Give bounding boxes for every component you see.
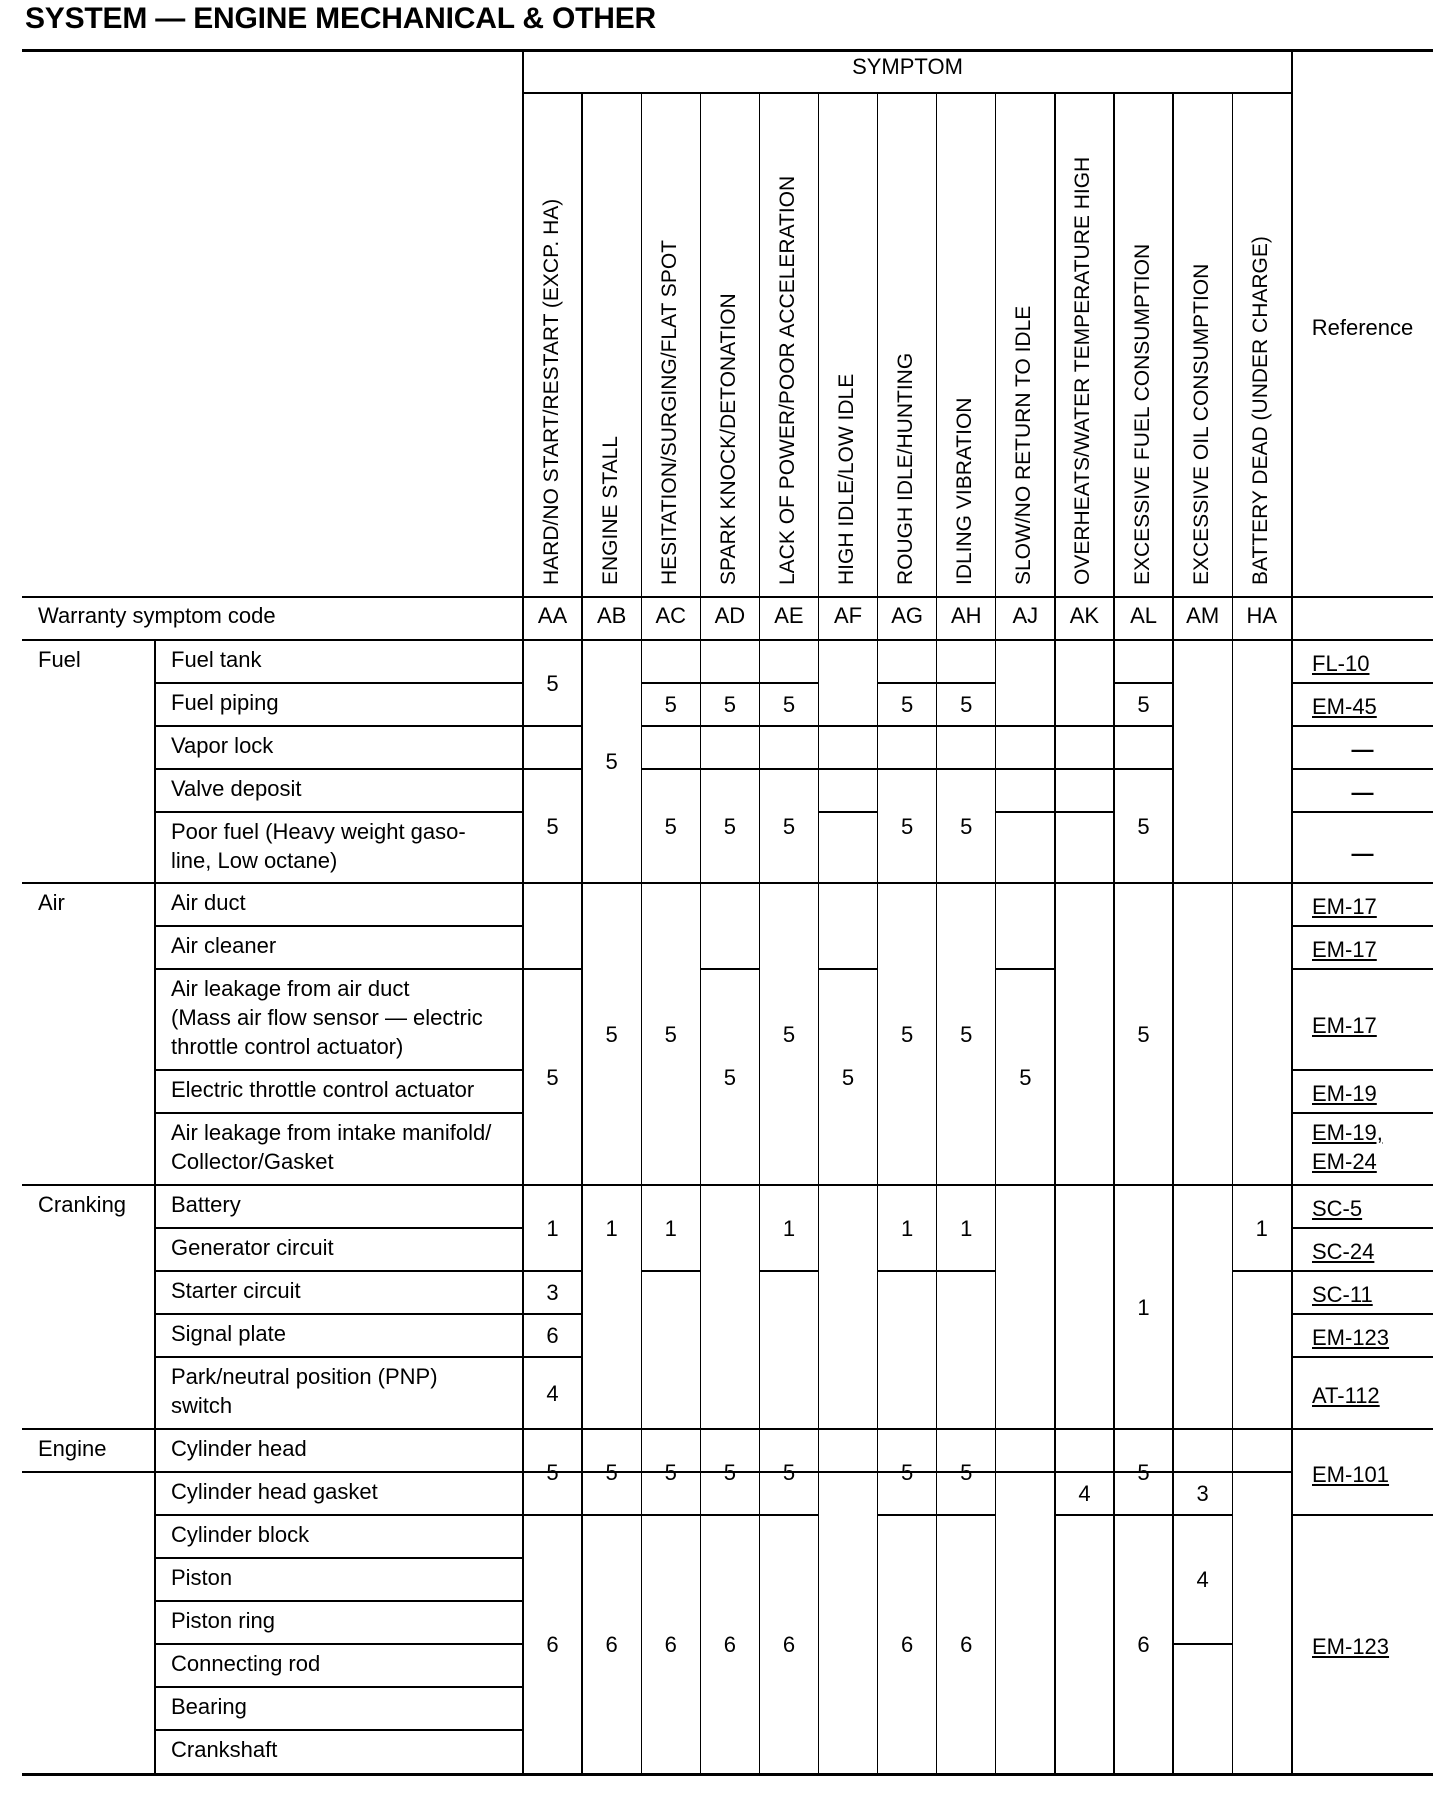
grid-line [1292,1112,1433,1113]
symptom-cell-value: 6 [782,1631,796,1657]
grid-line [582,1514,641,1515]
item-label: Bearing [171,1694,247,1719]
grid-line [700,725,759,726]
grid-line [1114,1514,1173,1515]
symptom-cell-value: 3 [1196,1481,1209,1506]
group-label-engine: Engine [38,1436,107,1461]
symptom-cell-value: 5 [960,1021,973,1047]
grid-line [818,640,819,1773]
symptom-cell-value: 5 [546,670,559,696]
symptom-header-ak: OVERHEATS/WATER TEMPERATURE HIGH [1071,156,1095,585]
symptom-header-ab: ENGINE STALL [598,436,622,585]
symptom-cell-value: 5 [1137,813,1150,839]
reference-header: Reference [1311,315,1414,340]
grid-line [523,92,1292,93]
symptom-cell-value: 1 [901,1215,914,1241]
grid-line [1292,768,1433,769]
symptom-cell-value: 5 [1137,1459,1150,1485]
grid-line [155,1600,523,1601]
grid-line [523,1514,582,1515]
grid-line [22,1773,1433,1776]
item-label: Cylinder head [171,1436,307,1461]
reference-link[interactable]: EM-17 [1312,937,1377,962]
grid-line [819,768,878,769]
symptom-header-ah: IDLING VIBRATION [953,397,977,585]
grid-line [22,1428,1433,1429]
grid-line [878,682,937,683]
reference-link[interactable]: SC-24 [1312,1239,1375,1264]
grid-line [1172,93,1173,640]
symptom-code-af: AF [833,603,863,628]
symptom-header-ae: LACK OF POWER/POOR ACCELERATION [775,175,799,585]
reference-link[interactable]: EM-101 [1312,1461,1390,1487]
symptom-cell-value: 5 [960,813,973,839]
grid-line [1292,1313,1433,1314]
symptom-cell-value: 6 [901,1631,914,1657]
symptom-cell-value: 6 [723,1631,736,1657]
reference-link[interactable]: FL-10 [1312,651,1370,676]
grid-line [819,811,878,812]
symptom-header-al: EXCESSIVE FUEL CONSUMPTION [1130,243,1154,585]
reference-link[interactable]: EM-45 [1312,694,1377,719]
grid-line [1114,725,1173,726]
group-label-cranking: Cranking [38,1192,127,1217]
symptom-cell-value: 5 [664,1021,677,1047]
grid-line [155,725,523,726]
symptom-code-ab: AB [596,603,627,628]
grid-line [937,768,996,769]
reference-link[interactable]: SC-11 [1312,1282,1373,1307]
grid-line [936,93,937,640]
grid-line [1055,725,1114,726]
grid-line [1232,93,1233,640]
symptom-header-af: HIGH IDLE/LOW IDLE [835,373,859,585]
grid-line [155,1112,523,1113]
item-label: Piston ring [171,1608,275,1633]
grid-line [155,1270,523,1271]
grid-line [1292,1514,1433,1515]
symptom-cell-value: 5 [901,692,914,717]
grid-line [641,1270,700,1271]
grid-line [523,1270,582,1271]
grid-line [1114,768,1173,769]
grid-line [641,768,700,769]
symptom-cell-value: 5 [782,1021,796,1047]
grid-line [155,1514,523,1515]
symptom-cell-value: 5 [782,692,796,717]
symptom-cell-value: 6 [664,1631,677,1657]
symptom-cell-value: 6 [1137,1631,1150,1657]
symptom-code-ae: AE [774,603,804,628]
item-label: Valve deposit [171,776,302,801]
grid-line [759,1270,818,1271]
reference-link: — [1351,780,1374,805]
symptom-code-ha: HA [1246,603,1278,628]
item-label: Poor fuel (Heavy weight gaso- line, Low octane) [171,819,466,873]
grid-line [155,925,523,926]
symptom-code-ak: AK [1069,603,1100,628]
warranty-label: Warranty symptom code [38,603,276,628]
grid-line [1173,1514,1232,1515]
grid-line [155,1643,523,1644]
grid-line [1232,1270,1291,1271]
symptom-cell-value: 6 [960,1631,973,1657]
grid-line [154,640,155,1773]
grid-line [1055,1471,1114,1472]
symptom-header-ad: SPARK KNOCK/DETONATION [716,293,740,585]
grid-line [1114,682,1173,683]
grid-line [155,1313,523,1314]
symptom-code-aa: AA [537,603,568,628]
grid-line [936,640,937,1773]
grid-line [1113,640,1114,1773]
grid-line [1055,768,1114,769]
item-label: Fuel piping [171,690,279,715]
item-label: Electric throttle control actuator [171,1077,475,1102]
grid-line [700,682,759,683]
grid-line [155,1356,523,1357]
grid-line [22,882,1433,883]
grid-line [1292,811,1433,812]
grid-line [700,968,759,969]
symptom-cell-value: 1 [546,1215,559,1241]
reference-link[interactable]: EM-17 [1312,1013,1377,1038]
symptom-cell-value: 5 [546,1459,559,1485]
grid-line [759,682,818,683]
grid-line [641,1514,700,1515]
grid-line [937,1270,996,1271]
grid-line [155,1227,523,1228]
grid-line [1292,1184,1433,1185]
item-label: Signal plate [171,1321,286,1346]
grid-line [1292,925,1433,926]
symptom-header: SYMPTOM [852,54,963,79]
grid-line [155,1686,523,1687]
symptom-code-al: AL [1130,603,1157,628]
grid-line [878,1270,937,1271]
symptom-cell-value: 5 [664,1459,677,1485]
item-label: Park/neutral position (PNP) switch [171,1364,438,1418]
grid-line [523,968,582,969]
grid-line [581,93,582,640]
item-label: Air leakage from intake manifold/ Collector/Gasket [171,1120,492,1174]
item-label: Crankshaft [171,1737,278,1762]
grid-line [878,725,937,726]
grid-line [155,1069,523,1070]
symptom-cell-value: 5 [664,813,677,839]
symptom-header-aj: SLOW/NO RETURN TO IDLE [1012,305,1036,585]
grid-line [155,682,523,683]
grid-line [1055,1514,1114,1515]
item-label: Air cleaner [171,933,277,958]
symptom-cell-value: 5 [901,1459,914,1485]
symptom-code-ag: AG [891,603,924,628]
grid-line [155,768,523,769]
grid-line [1292,1270,1433,1271]
symptom-cell-value: 5 [723,1064,736,1090]
symptom-cell-value: 5 [782,813,796,839]
item-label: Fuel tank [171,647,262,672]
symptom-cell-value: 4 [1196,1567,1209,1592]
symptom-cell-value: 5 [605,1021,618,1047]
grid-line [22,596,1433,597]
grid-line [759,93,760,640]
grid-line [641,682,700,683]
reference-link[interactable]: EM-123 [1312,1633,1390,1659]
symptom-cell-value: 5 [960,1459,973,1485]
symptom-cell-value: 5 [546,813,559,839]
grid-line [937,1514,996,1515]
group-label-fuel: Fuel [38,647,81,672]
reference-link[interactable]: EM-19 [1312,1081,1377,1106]
symptom-code-ah: AH [950,603,982,628]
grid-line [818,93,819,640]
grid-line [22,1184,1433,1185]
symptom-cell-value: 5 [605,749,618,774]
grid-line [1173,1643,1232,1644]
grid-line [878,768,937,769]
grid-line [641,640,642,1773]
grid-line [22,639,1433,640]
symptom-cell-value: 4 [546,1380,559,1406]
symptom-cell-value: 5 [901,813,914,839]
symptom-cell-value: 5 [901,1021,914,1047]
grid-line [700,640,701,1773]
grid-line [1292,1069,1433,1070]
symptom-cell-value: 3 [546,1280,559,1305]
symptom-code-ad: AD [714,603,746,628]
symptom-cell-value: 5 [605,1459,618,1485]
item-label: Cylinder head gasket [171,1479,378,1504]
grid-line [759,725,818,726]
symptom-cell-value: 6 [546,1323,559,1348]
symptom-cell-value: 1 [782,1215,796,1241]
symptom-cell-value: 5 [723,813,736,839]
symptom-header-am: EXCESSIVE OIL CONSUMPTION [1189,263,1213,585]
group-label-air: Air [38,890,65,915]
grid-line [700,768,759,769]
grid-line [1292,682,1433,683]
item-label: Air leakage from air duct (Mass air flow sensor — electric throttle control actuator) [171,976,483,1059]
grid-line [819,725,878,726]
symptom-cell-value: 5 [723,692,736,717]
grid-line [995,93,996,640]
grid-line [1054,93,1055,640]
grid-line [996,725,1055,726]
grid-line [700,93,701,640]
grid-line [1055,811,1114,812]
symptom-cell-value: 1 [960,1215,973,1241]
symptom-cell-value: 5 [782,1459,796,1485]
symptom-code-aj: AJ [1012,603,1039,628]
reference-link[interactable]: EM-123 [1312,1325,1390,1350]
grid-line [937,682,996,683]
grid-line [1292,1227,1433,1228]
grid-line [1113,93,1114,640]
symptom-header-ac: HESITATION/SURGING/FLAT SPOT [657,240,681,585]
grid-line [1054,640,1055,1773]
grid-line [581,640,582,1773]
symptom-cell-value: 1 [1137,1294,1150,1320]
reference-link: — [1351,841,1374,866]
page-title: SYSTEM — ENGINE MECHANICAL & OTHER [25,2,657,35]
grid-line [1232,640,1233,1773]
symptom-cell-value: 1 [605,1215,618,1241]
grid-line [877,640,878,1773]
grid-line [996,811,1055,812]
grid-line [1173,1471,1232,1472]
item-label: Battery [171,1192,241,1217]
item-label: Connecting rod [171,1651,321,1676]
item-label: Generator circuit [171,1235,334,1260]
grid-line [700,1514,759,1515]
grid-line [523,1313,582,1314]
grid-line [523,1356,582,1357]
grid-line [523,768,582,769]
grid-line [155,1729,523,1730]
grid-line [523,725,582,726]
reference-link[interactable]: EM-17 [1312,894,1377,919]
grid-line [996,768,1055,769]
symptom-cell-value: 1 [664,1215,677,1241]
item-label: Starter circuit [171,1278,301,1303]
grid-line [759,1514,818,1515]
grid-line [155,811,523,812]
grid-line [878,1514,937,1515]
grid-line [759,768,818,769]
symptom-cell-value: 5 [723,1459,736,1485]
item-label: Air duct [171,890,246,915]
symptom-header-aa: HARD/NO START/RESTART (EXCP. HA) [539,198,563,585]
grid-line [155,968,523,969]
symptom-cell-value: 1 [1255,1215,1268,1241]
symptom-cell-value: 5 [1137,692,1150,717]
symptom-cell-value: 5 [546,1064,559,1090]
symptom-code-am: AM [1186,603,1220,628]
grid-line [641,725,700,726]
grid-line [996,968,1055,969]
item-label: Cylinder block [171,1522,310,1547]
symptom-cell-value: 5 [960,692,973,717]
grid-line [819,968,878,969]
grid-line [1292,725,1433,726]
symptom-cell-value: 5 [1137,1021,1150,1047]
grid-line [1292,968,1433,969]
reference-link[interactable]: SC-5 [1312,1196,1363,1221]
symptom-cell-value: 4 [1078,1481,1091,1506]
grid-line [1292,1356,1433,1357]
grid-line [995,640,996,1773]
reference-link[interactable]: AT-112 [1312,1382,1380,1408]
symptom-header-ha: BATTERY DEAD (UNDER CHARGE) [1248,236,1272,585]
grid-line [155,1557,523,1558]
reference-link[interactable]: EM-19, EM-24 [1312,1120,1383,1174]
item-label: Piston [171,1565,233,1590]
grid-line [641,93,642,640]
symptom-code-ac: AC [655,603,687,628]
grid-line [1292,882,1433,883]
grid-line [1232,1471,1291,1472]
grid-line [1292,1428,1433,1429]
symptom-cell-value: 5 [664,692,677,717]
grid-line [1172,640,1173,1773]
symptom-cell-value: 6 [546,1631,559,1657]
grid-line [877,93,878,640]
symptom-cell-value: 6 [605,1631,618,1657]
symptom-cell-value: 5 [1019,1064,1032,1090]
item-label: Vapor lock [171,733,274,758]
grid-line [759,640,760,1773]
grid-line [937,725,996,726]
symptom-cell-value: 5 [841,1064,855,1090]
reference-link: — [1351,737,1374,762]
symptom-header-ag: ROUGH IDLE/HUNTING [894,352,918,585]
